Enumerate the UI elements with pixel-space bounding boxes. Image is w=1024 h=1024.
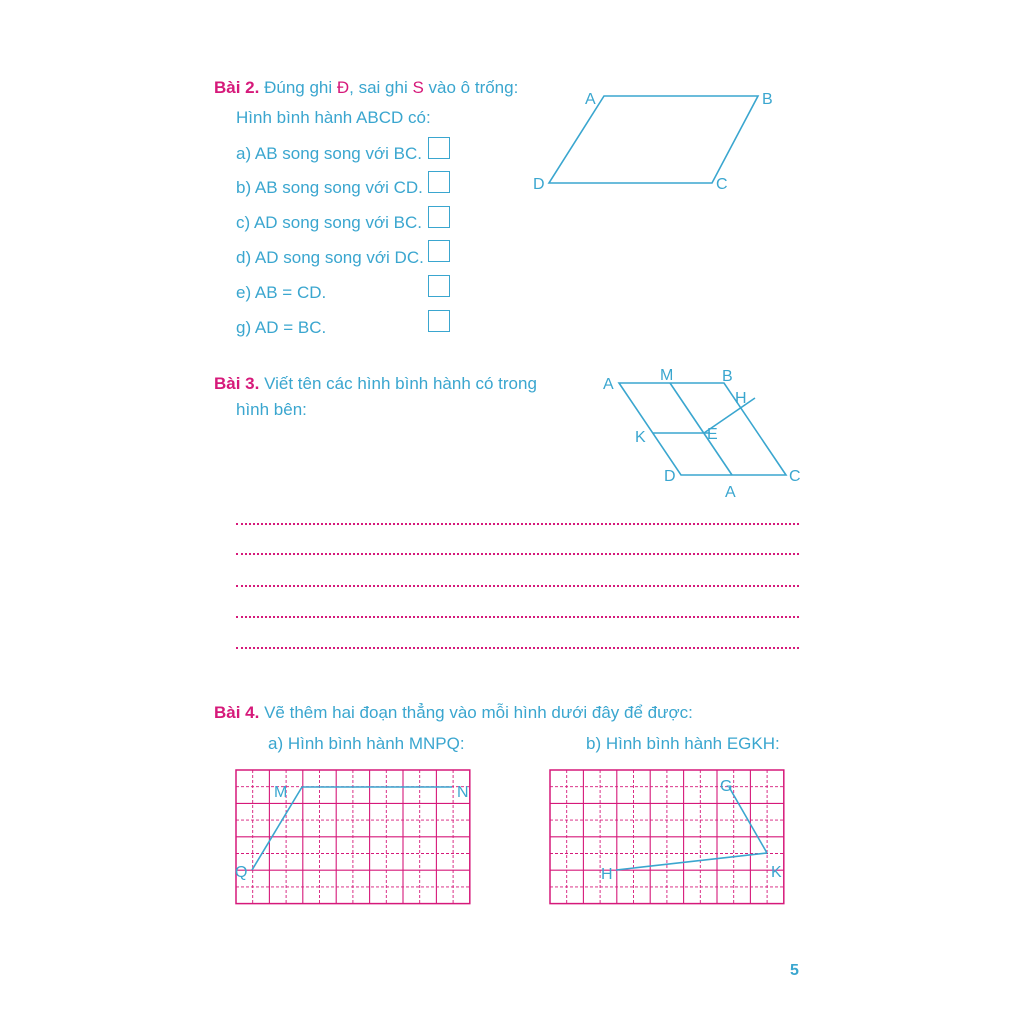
bai2-instruction: Bài 2. Đúng ghi Đ, sai ghi S vào ô trống: xyxy=(214,78,519,97)
grid-b-figure xyxy=(601,778,782,883)
bai3-label-b: B xyxy=(722,368,733,385)
bai3-figure xyxy=(603,367,801,501)
bai2-item-g: g) AD = BC. xyxy=(236,318,327,337)
bai3-label-h: H xyxy=(735,390,747,407)
bai3-label-m: M xyxy=(660,367,674,384)
bai2-label-a: A xyxy=(585,91,596,108)
bai2-title: Bài 2. xyxy=(214,78,260,97)
grid-a-label-q: Q xyxy=(235,864,248,881)
grid-b[interactable] xyxy=(550,770,784,904)
bai2-item-e: e) AB = CD. xyxy=(236,283,327,302)
segment-ma xyxy=(670,383,732,475)
grid-b-label-g: G xyxy=(720,778,733,795)
bai2-label-b: B xyxy=(762,91,773,108)
bai4-instruction: Bài 4. Vẽ thêm hai đoạn thẳng vào mỗi hình dưới đây để được: xyxy=(214,703,693,722)
bai3-label-a2: A xyxy=(725,484,736,501)
bai3-label-k: K xyxy=(635,429,646,446)
bai3-label-a: A xyxy=(603,376,614,393)
bai3-label-c: C xyxy=(789,468,801,485)
bai3-label-e: E xyxy=(707,426,718,443)
bai3-label-d: D xyxy=(664,468,676,485)
bai3-title: Bài 3. xyxy=(214,374,260,393)
bai4-title: Bài 4. xyxy=(214,703,260,722)
bai3-instruction-line2: hình bên: xyxy=(236,400,307,419)
bai4-a-label: a) Hình bình hành MNPQ: xyxy=(268,734,465,753)
bai2-item-c: c) AD song song với BC. xyxy=(236,213,422,232)
segment-hk xyxy=(616,853,767,870)
bai2-item-d: d) AD song song với DC. xyxy=(236,248,424,267)
bai2-parallelogram xyxy=(533,91,773,193)
bai2-label-d: D xyxy=(533,176,545,193)
grid-a-label-n: N xyxy=(457,784,469,801)
bai4-b-label: b) Hình bình hành EGKH: xyxy=(586,734,780,753)
grid-b-label-h: H xyxy=(601,866,613,883)
bai2-item-a: a) AB song song với BC. xyxy=(236,144,422,163)
bai2-label-c: C xyxy=(716,176,728,193)
bai2-item-b: b) AB song song với CD. xyxy=(236,178,423,197)
bai2-intro: Hình bình hành ABCD có: xyxy=(236,108,431,127)
grid-b-label-k: K xyxy=(771,864,782,881)
page-number: 5 xyxy=(790,962,799,979)
grid-a-figure xyxy=(235,784,469,881)
parallelogram-abcd xyxy=(549,96,758,183)
grid-a-label-m: M xyxy=(274,784,288,801)
bai3-instruction: Bài 3. Viết tên các hình bình hành có trong xyxy=(214,374,537,393)
